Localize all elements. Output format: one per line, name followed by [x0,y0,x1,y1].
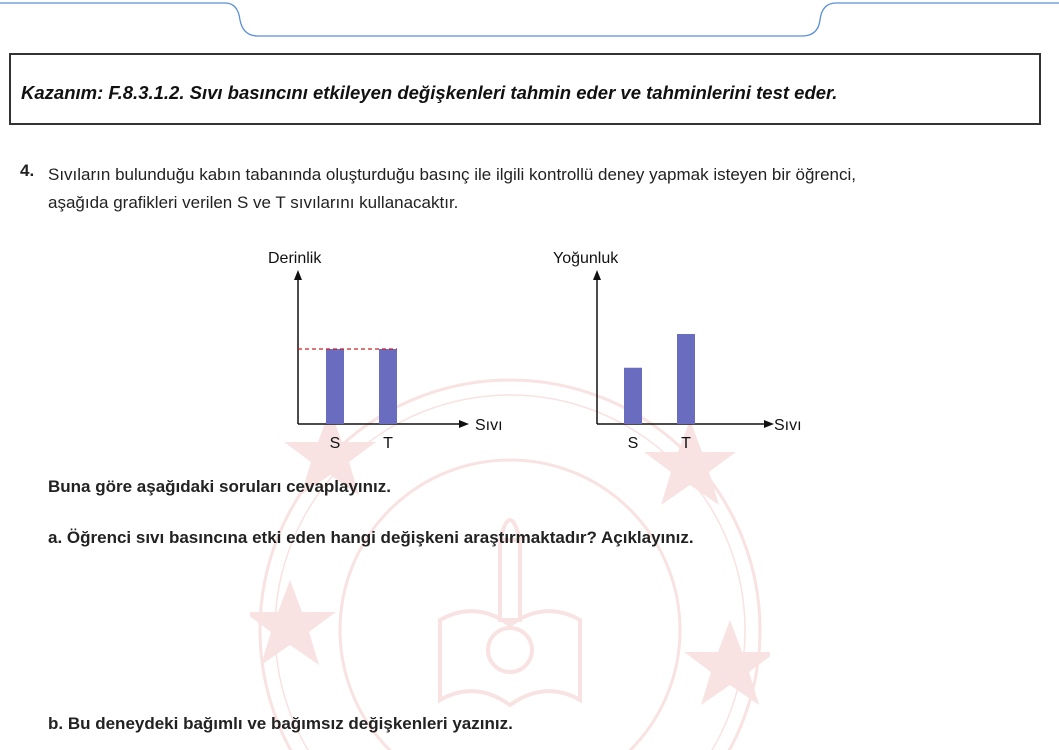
x-axis-label: Sıvı [774,417,802,434]
bar-s [624,368,642,424]
depth-bar-chart [260,240,520,460]
question-line-2: aşağıda grafikleri verilen S ve T sıvılarını kullanacaktır. [48,193,459,212]
x-axis-arrow [764,420,774,428]
category-label-t: T [681,435,691,452]
question-number: 4. [20,161,35,180]
question-text [48,161,1048,217]
y-axis-label: Derinlik [268,250,322,267]
y-axis-arrow [294,270,302,280]
sub-question-b: b. Bu deneydeki bağımlı ve bağımsız değişkenleri yazınız. [48,714,513,733]
y-axis-label: Yoğunluk [553,250,619,267]
y-axis-arrow [593,270,601,280]
question-line-1: Sıvıların bulunduğu kabın tabanında oluşturduğu basınç ile ilgili kontrollü deney yapmak isteyen bir öğrenci, [48,165,856,184]
bar-t [379,349,397,424]
category-label-s: S [329,435,341,452]
category-label-t: T [383,435,393,452]
density-bar-chart [545,240,815,460]
learning-objective-box [9,53,1041,125]
x-axis-label: Sıvı [475,417,503,434]
header-tab-decoration [0,0,1059,40]
x-axis-arrow [459,420,469,428]
category-label-s: S [627,435,639,452]
instruction-text: Buna göre aşağıdaki soruları cevaplayınız. [48,477,391,496]
learning-objective-text: Kazanım: F.8.3.1.2. Sıvı basıncını etkileyen değişkenleri tahmin eder ve tahminlerini test eder. [21,82,838,103]
sub-question-a: a. Öğrenci sıvı basıncına etki eden hangi değişkeni araştırmaktadır? Açıklayınız. [48,528,694,547]
bar-s [326,349,344,424]
bar-t [677,334,695,424]
